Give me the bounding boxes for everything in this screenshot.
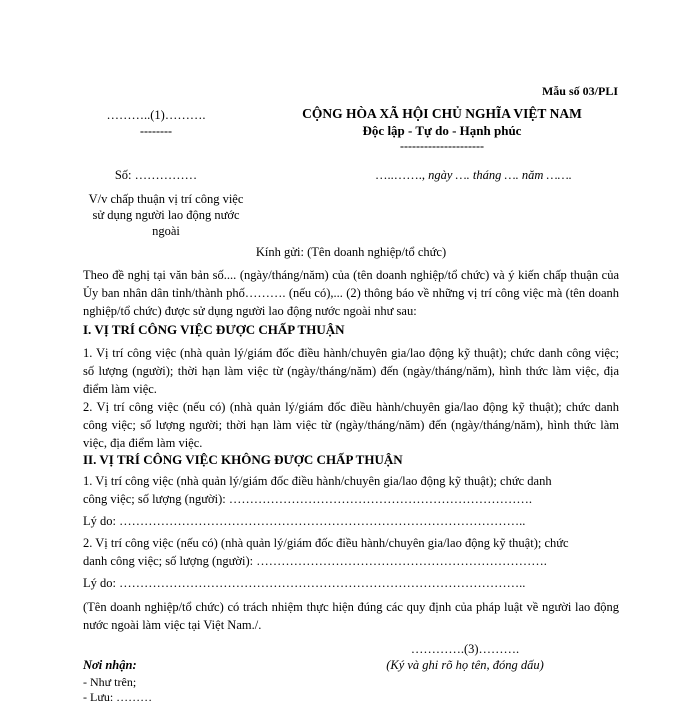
date-line xyxy=(375,168,572,183)
section-2-item-1-line-2: công việc; số lượng (người): ………………………………………………………………. xyxy=(83,492,532,506)
issuer-underline: -------- xyxy=(140,124,172,138)
section-1-heading: I. VỊ TRÍ CÔNG VIỆC ĐƯỢC CHẤP THUẬN xyxy=(83,322,345,337)
signer-placeholder: ………….(3)………. xyxy=(410,642,520,656)
form-code: Mẫu số 03/PLI xyxy=(541,84,618,98)
section-2-item-2-line-1: 2. Vị trí công việc (nếu có) (nhà quản lý/giám đốc điều hành/chuyên gia/lao động kỹ thuật); chức xyxy=(83,536,569,550)
section-2-reason-1: Lý do: …………………………………………………………………………………….. xyxy=(83,514,526,528)
closing-paragraph: (Tên doanh nghiệp/tổ chức) có trách nhiệm thực hiện đúng các quy định của pháp luật về người lao động nước ngoài làm việc tại Việt Nam./. xyxy=(83,600,619,632)
signer-note: (Ký và ghi rõ họ tên, đóng dấu) xyxy=(386,658,544,672)
intro-paragraph: Theo đề nghị tại văn bản số.... (ngày/tháng/năm) của (tên doanh nghiệp/tổ chức) và ý kiến chấp thuận của Ủy ban nhân dân tỉnh/thành phố………. (nếu có),... (2) thông báo về những vị trí công việc mà (tên doanh nghiệp/tổ chức) được sử dụng người lao động nước ngoài như sau: xyxy=(83,268,619,318)
section-2-reason-2: Lý do: …………………………………………………………………………………….. xyxy=(83,576,526,590)
date-text: , ngày …. tháng …. năm ……. xyxy=(421,168,572,182)
national-motto: Độc lập - Tự do - Hạnh phúc xyxy=(362,123,522,138)
recipients-label: Nơi nhận: xyxy=(83,658,137,672)
section-1-item-1: 1. Vị trí công việc (nhà quản lý/giám đốc điều hành/chuyên gia/lao động kỹ thuật); chức danh công việc; số lượng (người); thời hạn làm việc từ (ngày/tháng/năm) đến (ngày/tháng/năm), hình thức làm việc, địa điểm làm việc. xyxy=(83,346,619,396)
subject-line-2: sử dụng người lao động nước xyxy=(92,208,240,222)
recipient-line: Kính gửi: (Tên doanh nghiệp/tổ chức) xyxy=(255,245,447,259)
section-2-heading: II. VỊ TRÍ CÔNG VIỆC KHÔNG ĐƯỢC CHẤP THUẬN xyxy=(83,452,403,467)
recipient-item-1: - Như trên; xyxy=(83,675,137,689)
document-number: Số: …………… xyxy=(114,168,198,182)
section-2-item-1-line-1: 1. Vị trí công việc (nhà quản lý/giám đốc điều hành/chuyên gia/lao động kỹ thuật); chức danh xyxy=(83,474,552,488)
issuer-placeholder: ………..(1)………. xyxy=(106,108,206,122)
document-subject xyxy=(66,191,266,239)
subject-line-3: ngoài xyxy=(152,224,180,238)
date-place: …..……. xyxy=(375,168,422,182)
motto-underline: --------------------- xyxy=(400,139,484,153)
subject-line-1: V/v chấp thuận vị trí công việc xyxy=(88,192,244,206)
section-1-item-2: 2. Vị trí công việc (nếu có) (nhà quản lý/giám đốc điều hành/chuyên gia/lao động kỹ thuật); chức danh công việc; số lượng người; thời hạn làm việc từ (ngày/tháng/năm) đến (ngày/tháng/năm), hình thức làm việc, địa điểm làm việc. xyxy=(83,400,619,450)
national-title: CỘNG HÒA XÃ HỘI CHỦ NGHĨA VIỆT NAM xyxy=(302,106,582,121)
recipient-item-2: - Lưu: ……… xyxy=(83,690,153,704)
section-2-item-2-line-2: danh công việc; số lượng (người): ……………………………………………………………. xyxy=(83,554,547,568)
